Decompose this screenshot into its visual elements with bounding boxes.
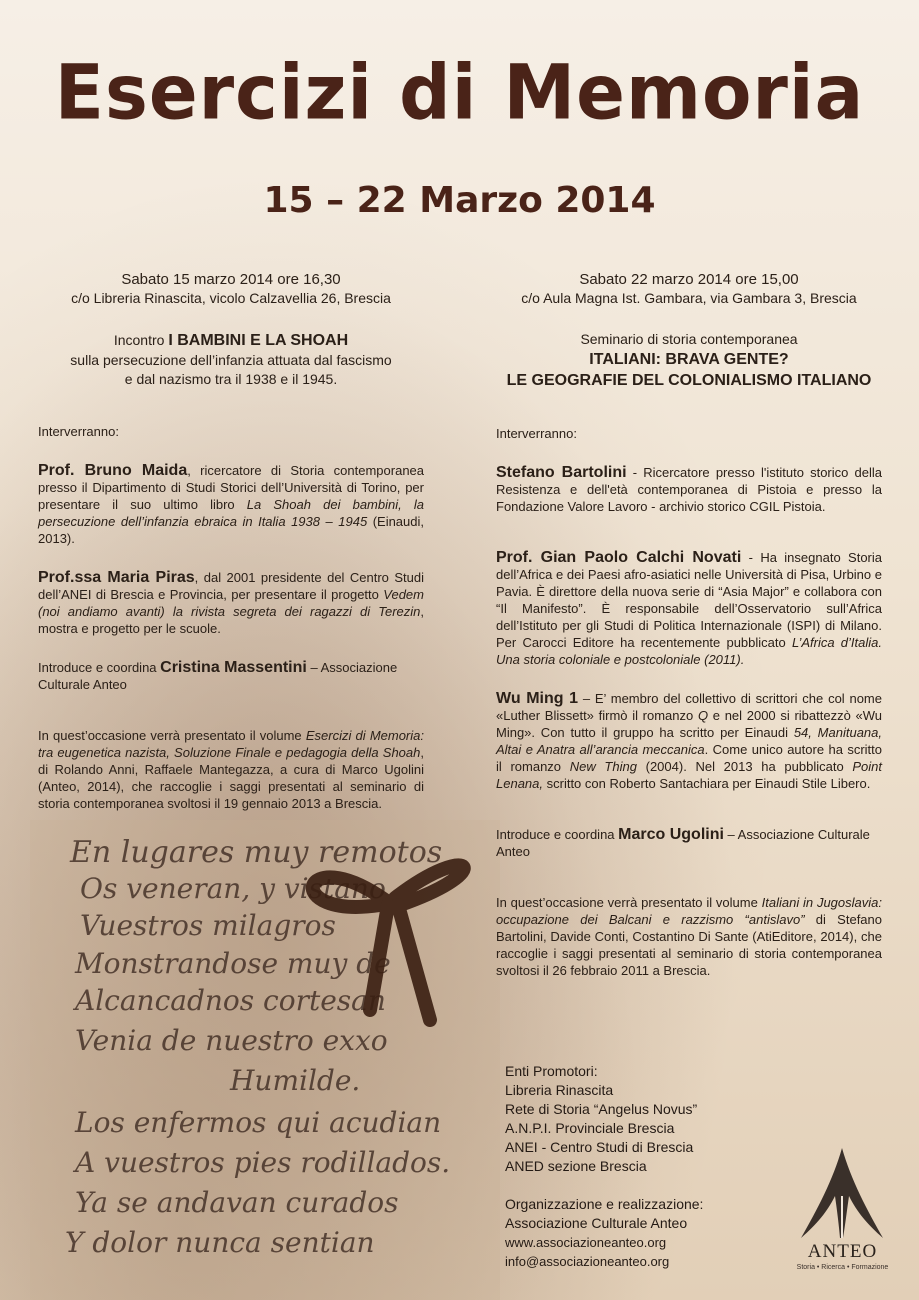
manuscript-line: Humilde. xyxy=(230,1064,361,1097)
manuscript-line: Y dolor nunca sentian xyxy=(65,1226,375,1259)
promoter-item: ANED sezione Brescia xyxy=(505,1158,647,1174)
speaker-bio: (Einaudi, 2013). xyxy=(38,514,424,546)
left-event-desc: sulla persecuzione dell’infanzia attuata dal fascismo xyxy=(70,352,392,368)
speaker-bio: - Ha insegnato Storia dell’Africa e dei Paesi afro-asiatici nelle Università di Pisa, Urbino e Pavia. È direttore della nuova serie di “Asia Major” e collabora con “Il Manifesto”. È responsabile dell’Osservatorio sull’Africa dell’Istituto per gli Studi di Politica Internazionale (ISPI) di Milano. Per Carocci Editore ha recentemente pubblicato xyxy=(496,550,882,650)
right-speaker-3 xyxy=(496,690,882,792)
speaker-bio: scritto con Roberto Santachiara per Einaudi Stile Libero. xyxy=(543,776,871,791)
event-dates: 15 – 22 Marzo 2014 xyxy=(263,180,656,221)
manuscript-line: Monstrandose muy de xyxy=(75,947,391,980)
book-title: Vedem (noi andiamo avanti) la rivista segreta dei ragazzi di Terezin xyxy=(38,587,424,619)
book-title: 54, Manituana, Altai e Anatra all’arancia meccanica xyxy=(496,725,882,757)
left-column xyxy=(38,270,424,812)
closing-text: In quest’occasione verrà presentato il volume xyxy=(38,728,306,743)
speaker-bio: , mostra e progetto per le scuole. xyxy=(38,604,424,636)
coord-intro: Introduce e coordina xyxy=(38,660,161,675)
organization-name: Associazione Culturale Anteo xyxy=(505,1215,688,1231)
coord-name: Cristina Massentini xyxy=(160,659,307,676)
speaker-bio: . Come unico autore ha scritto il romanzo xyxy=(496,742,882,774)
left-venue: c/o Libreria Rinascita, vicolo Calzavellia 26, Brescia xyxy=(71,290,391,306)
right-venue: c/o Aula Magna Ist. Gambara, via Gambara 3, Brescia xyxy=(521,290,857,306)
left-event-title: I BAMBINI E LA SHOAH xyxy=(168,332,349,349)
promoters-block xyxy=(505,1062,805,1271)
left-speaker-1 xyxy=(38,462,424,547)
book-title: Italiani in Jugoslavia: occupazione dei Balcani e razzismo “antislavo” xyxy=(496,895,882,927)
left-date: Sabato 15 marzo 2014 ore 16,30 xyxy=(121,271,341,288)
speaker-name: Prof. Gian Paolo Calchi Novati xyxy=(496,549,742,566)
organization-label: Organizzazione e realizzazione: xyxy=(505,1196,704,1212)
speaker-bio: , ricercatore di Storia contemporanea presso il Dipartimento di Studi Storici dell’Università di Torino, per presentare il suo ultimo libro xyxy=(38,463,425,512)
right-coordinator xyxy=(496,826,882,860)
website-link[interactable]: www.associazioneanteo.org xyxy=(505,1235,667,1250)
speaker-bio: e nel 2000 si ribattezzò «Wu Ming». Con tutto il gruppo ha scritto per Einaudi xyxy=(496,708,882,740)
book-title: La Shoah dei bambini, la persecuzione dell’infanzia ebraica in Italia 1938 – 1945 xyxy=(38,497,424,529)
speaker-bio: , dal 2001 presidente del Centro Studi dell’ANEI di Brescia e Provincia, per presentare il progetto xyxy=(38,570,425,602)
promoter-item: A.N.P.I. Provinciale Brescia xyxy=(505,1120,675,1136)
speaker-bio: – E’ membro del collettivo di scrittori che col nome «Luther Blissett» firmò il romanzo xyxy=(496,691,882,723)
left-event-desc: e dal nazismo tra il 1938 e il 1945. xyxy=(124,371,338,387)
coord-name: Marco Ugolini xyxy=(618,826,724,843)
left-speaker-2 xyxy=(38,569,424,637)
manuscript-line: En lugares muy remotos xyxy=(70,835,443,870)
closing-text: In quest’occasione verrà presentato il volume xyxy=(496,895,762,910)
logo-name: ANTEO xyxy=(807,1241,878,1262)
right-event-intro: Seminario di storia contemporanea xyxy=(580,331,798,347)
speaker-name: Wu Ming 1 xyxy=(496,690,579,707)
promoters-label: Enti Promotori: xyxy=(505,1063,598,1079)
left-closing xyxy=(38,727,424,812)
right-speaker-1 xyxy=(496,464,882,515)
coord-org: – Associazione Culturale Anteo xyxy=(38,660,398,692)
email-link[interactable]: info@associazioneanteo.org xyxy=(505,1254,670,1269)
logo-tagline: Storia • Ricerca • Formazione xyxy=(796,1264,889,1271)
book-title: L’Africa d’Italia. Una storia coloniale e postcoloniale (2011). xyxy=(496,635,882,667)
left-event-intro: Incontro xyxy=(113,332,165,348)
speaker-name: Prof.ssa Maria Piras xyxy=(38,569,195,586)
left-event-heading xyxy=(38,330,424,351)
coord-org: – Associazione Culturale Anteo xyxy=(496,827,870,859)
book-title: Q xyxy=(697,708,709,723)
manuscript-line: Los enfermos qui acudian xyxy=(75,1106,442,1139)
book-title: Esercizi di Memoria: tra eugenetica nazista, Soluzione Finale e pedagogia della Shoah xyxy=(38,728,424,760)
speaker-name: Stefano Bartolini xyxy=(496,464,627,481)
promoter-item: Rete di Storia “Angelus Novus” xyxy=(505,1101,698,1117)
manuscript-line: Venia de nuestro exxo xyxy=(75,1024,388,1057)
manuscript-line: Vuestros milagros xyxy=(80,909,336,942)
speaker-bio: (2004). Nel 2013 ha pubblicato xyxy=(636,759,853,774)
right-date: Sabato 22 marzo 2014 ore 15,00 xyxy=(579,271,799,288)
closing-text: , di Rolando Anni, Raffaele Mantegazza, a cura di Marco Ugolini (Anteo, 2014), che raccoglie i saggi presentati al seminario di storia contemporanea svoltosi il 19 gennaio 2013 a Brescia. xyxy=(38,745,424,811)
page-title: Esercizi di Memoria xyxy=(54,47,865,137)
speaker-name: Prof. Bruno Maida xyxy=(38,462,188,479)
left-speakers-label: Interverranno: xyxy=(38,424,119,439)
coord-intro: Introduce e coordina xyxy=(496,827,619,842)
right-speakers-label: Interverranno: xyxy=(496,426,577,441)
closing-text: di Stefano Bartolini, Davide Conti, Costantino Di Sante (AtiEditore, 2014), che raccoglie i saggi presentati al seminario di storia contemporanea svoltosi il 26 febbraio 2011 a Brescia. xyxy=(496,912,882,978)
right-column xyxy=(496,270,882,979)
promoter-item: ANEI - Centro Studi di Brescia xyxy=(505,1139,694,1155)
manuscript-line: A vuestros pies rodillados. xyxy=(75,1146,451,1179)
book-title: Point Lenana, xyxy=(496,759,883,791)
manuscript-line: Alcancadnos cortesan xyxy=(75,984,386,1017)
promoter-item: Libreria Rinascita xyxy=(505,1082,614,1098)
book-title: New Thing xyxy=(569,759,637,774)
manuscript-line: Os veneran, y vistano xyxy=(80,872,386,905)
manuscript-line: Ya se andavan curados xyxy=(75,1186,399,1219)
left-coordinator xyxy=(38,659,424,693)
right-speaker-2 xyxy=(496,549,882,668)
right-closing xyxy=(496,894,882,979)
speaker-bio: - Ricercatore presso l'istituto storico della Resistenza e dell'età contemporanea di Pistoia e presso la Fondazione Valore Lavoro - archivio storico CGIL Pistoia. xyxy=(496,465,882,514)
right-event-title: ITALIANI: BRAVA GENTE? xyxy=(589,351,789,368)
right-event-title: LE GEOGRAFIE DEL COLONIALISMO ITALIANO xyxy=(506,372,872,389)
